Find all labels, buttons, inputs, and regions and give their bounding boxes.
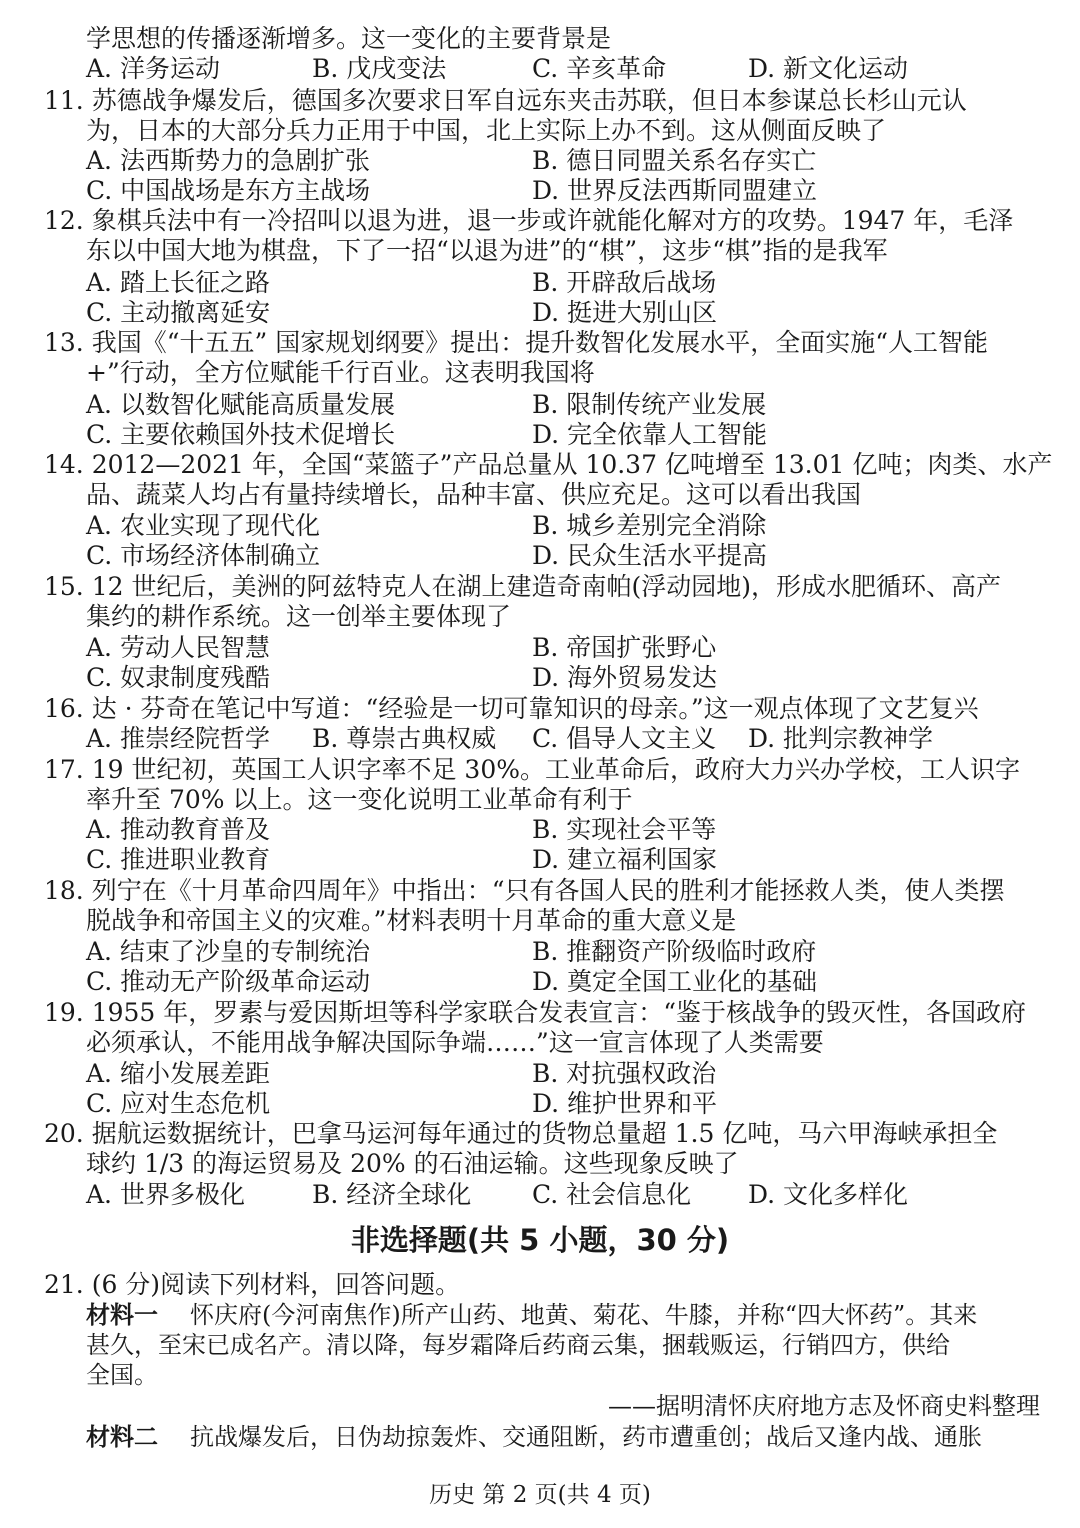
q13-options-row-1: [0, 390, 1080, 420]
material1-text-1: 怀庆府(今河南焦作)所产山药、地黄、菊花、牛膝，并称“四大怀药”。其来: [190, 1301, 978, 1329]
q11-stem-2: 为，日本的大部分兵力正用于中国，北上实际上办不到。这从侧面反映了: [86, 116, 887, 145]
q13-stem-2: +”行动，全方位赋能千行百业。这表明我国将: [86, 358, 595, 387]
q11-option-c: C. 中国战场是东方主战场: [86, 176, 371, 205]
q18-option-b: B. 推翻资产阶级临时政府: [532, 937, 817, 966]
q16-option-c: C. 倡导人文主义: [532, 724, 717, 753]
q12-option-d: D. 挺进大别山区: [532, 298, 718, 327]
q16-option-d: D. 批判宗教神学: [748, 724, 934, 753]
q16-option-b: B. 尊崇古典权威: [312, 724, 497, 753]
q12-option-b: B. 开辟敌后战场: [532, 268, 717, 297]
q15-option-b: B. 帝国扩张野心: [532, 633, 717, 662]
q13-option-b: B. 限制传统产业发展: [532, 390, 767, 419]
q17-option-b: B. 实现社会平等: [532, 815, 717, 844]
q17-stem-1: 17. 19 世纪初，英国工人识字率不足 30%。工业革命后，政府大力兴办学校，工人识字: [44, 755, 1020, 784]
q11-stem-1: 11. 苏德战争爆发后，德国多次要求日军自远东夹击苏联，但日本参谋总长杉山元认: [44, 86, 967, 115]
q10-option-b: B. 戊戌变法: [312, 54, 447, 83]
page-footer: 历史 第 2 页(共 4 页): [429, 1482, 651, 1508]
q19-options-row-1: [0, 1059, 1080, 1089]
q15-option-a: A. 劳动人民智慧: [86, 633, 270, 662]
q13-option-a: A. 以数智化赋能高质量发展: [86, 390, 395, 419]
q21-material1-line-1: [0, 1300, 1080, 1330]
material2-label: 材料二: [86, 1423, 158, 1451]
q12-option-c: C. 主动撤离延安: [86, 298, 271, 327]
q14-option-c: C. 市场经济体制确立: [86, 541, 321, 570]
q11-stem-line-2: [0, 116, 1080, 146]
q10-continuation: 学思想的传播逐渐增多。这一变化的主要背景是: [86, 24, 612, 53]
q14-option-a: A. 农业实现了现代化: [86, 511, 320, 540]
q15-stem-line-2: [0, 602, 1080, 632]
q13-options-row-2: [0, 420, 1080, 450]
q15-option-c: C. 奴隶制度残酷: [86, 663, 271, 692]
q17-options-row-2: [0, 845, 1080, 875]
q11-option-b: B. 德日同盟关系名存实亡: [532, 146, 817, 175]
q12-options-row-2: [0, 298, 1080, 328]
q11-options-row-1: [0, 146, 1080, 176]
q17-option-a: A. 推动教育普及: [86, 815, 270, 844]
q12-stem-line-2: [0, 236, 1080, 266]
q20-option-d: D. 文化多样化: [748, 1180, 909, 1209]
q20-option-a: A. 世界多极化: [86, 1180, 245, 1209]
q19-stem-line-2: [0, 1028, 1080, 1058]
q16-stem-line-1: [0, 694, 1080, 724]
q13-option-d: D. 完全依靠人工智能: [532, 420, 768, 449]
q19-option-a: A. 缩小发展差距: [86, 1059, 270, 1088]
q10-stem-line: [0, 24, 1080, 54]
q12-option-a: A. 踏上长征之路: [86, 268, 270, 297]
material2-text: 抗战爆发后，日伪劫掠轰炸、交通阻断，药市遭重创；战后又逢内战、通胀: [190, 1423, 982, 1451]
q17-option-c: C. 推进职业教育: [86, 845, 271, 874]
material1-text-3: 全国。: [86, 1361, 158, 1389]
q17-option-d: D. 建立福利国家: [532, 845, 718, 874]
q12-stem-1: 12. 象棋兵法中有一冷招叫以退为进，退一步或许就能化解对方的攻势。1947 年，毛泽: [44, 206, 1014, 235]
q14-option-b: B. 城乡差别完全消除: [532, 511, 767, 540]
q19-options-row-2: [0, 1089, 1080, 1119]
q19-stem-2: 必须承认，不能用战争解决国际争端……”这一宣言体现了人类需要: [86, 1028, 824, 1057]
q17-stem-2: 率升至 70% 以上。这一变化说明工业革命有利于: [86, 785, 633, 814]
q14-stem-1: 14. 2012—2021 年，全国“菜篮子”产品总量从 10.37 亿吨增至 13.01 亿吨；肉类、水产: [44, 450, 1053, 479]
q17-stem-line-1: [0, 755, 1080, 785]
q18-stem-1: 18. 列宁在《十月革命四周年》中指出：“只有各国人民的胜利才能拯救人类，使人类摆: [44, 876, 1005, 905]
q15-stem-2: 集约的耕作系统。这一创举主要体现了: [86, 602, 512, 631]
q20-stem-line-1: [0, 1119, 1080, 1149]
q19-stem-1: 19. 1955 年，罗素与爱因斯坦等科学家联合发表宣言：“鉴于核战争的毁灭性，各国政府: [44, 998, 1027, 1027]
q12-stem-2: 东以中国大地为棋盘，下了一招“以退为进”的“棋”，这步“棋”指的是我军: [86, 236, 888, 265]
q15-stem-line-1: [0, 572, 1080, 602]
q14-options-row-2: [0, 541, 1080, 571]
section-heading: 非选择题(共 5 小题，30 分): [350, 1223, 730, 1257]
q20-option-c: C. 社会信息化: [532, 1180, 692, 1209]
q10-options: [0, 54, 1080, 84]
q13-stem-line-1: [0, 328, 1080, 358]
material1-source: ——据明清怀庆府地方志及怀商史料整理: [608, 1392, 1040, 1420]
q19-option-c: C. 应对生态危机: [86, 1089, 271, 1118]
q14-stem-line-1: [0, 450, 1080, 480]
q18-option-a: A. 结束了沙皇的专制统治: [86, 937, 370, 966]
q10-option-d: D. 新文化运动: [748, 54, 909, 83]
q18-option-d: D. 奠定全国工业化的基础: [532, 967, 818, 996]
q18-options-row-2: [0, 967, 1080, 997]
q20-stem-2: 球约 1/3 的海运贸易及 20% 的石油运输。这些现象反映了: [86, 1149, 739, 1178]
q14-stem-line-2: [0, 480, 1080, 510]
q17-stem-line-2: [0, 785, 1080, 815]
q19-option-b: B. 对抗强权政治: [532, 1059, 717, 1088]
q17-options-row-1: [0, 815, 1080, 845]
q15-options-row-2: [0, 663, 1080, 693]
q15-stem-1: 15. 12 世纪后，美洲的阿兹特克人在湖上建造奇南帕(浮动园地)，形成水肥循环、高产: [44, 572, 1001, 601]
material1-label: 材料一: [86, 1301, 158, 1329]
q18-option-c: C. 推动无产阶级革命运动: [86, 967, 371, 996]
q15-option-d: D. 海外贸易发达: [532, 663, 718, 692]
material1-text-2: 甚久，至宋已成名产。清以降，每岁霜降后药商云集，捆载贩运，行销四方，供给: [86, 1331, 950, 1359]
q18-options-row-1: [0, 937, 1080, 967]
q10-option-c: C. 辛亥革命: [532, 54, 667, 83]
q12-options-row-1: [0, 268, 1080, 298]
q14-options-row-1: [0, 511, 1080, 541]
q11-option-a: A. 法西斯势力的急剧扩张: [86, 146, 370, 175]
q16-option-a: A. 推崇经院哲学: [86, 724, 270, 753]
q21-stem-line: [0, 1270, 1080, 1300]
q11-stem-line-1: [0, 86, 1080, 116]
q14-option-d: D. 民众生活水平提高: [532, 541, 768, 570]
q16-stem-1: 16. 达 · 芬奇在笔记中写道：“经验是一切可靠知识的母亲。”这一观点体现了文艺复兴: [44, 694, 979, 723]
q10-option-a: A. 洋务运动: [86, 54, 220, 83]
q13-option-c: C. 主要依赖国外技术促增长: [86, 420, 396, 449]
q21-material1-line-2: [0, 1330, 1080, 1360]
q13-stem-1: 13. 我国《“十五五” 国家规划纲要》提出：提升数智化发展水平，全面实施“人工智能: [44, 328, 988, 357]
q20-stem-line-2: [0, 1149, 1080, 1179]
q21-material2-line: [0, 1422, 1080, 1452]
q16-options: [0, 724, 1080, 754]
q20-stem-1: 20. 据航运数据统计，巴拿马运河每年通过的货物总量超 1.5 亿吨，马六甲海峡承担全: [44, 1119, 998, 1148]
q15-options-row-1: [0, 633, 1080, 663]
q19-stem-line-1: [0, 998, 1080, 1028]
q14-stem-2: 品、蔬菜人均占有量持续增长，品种丰富、供应充足。这可以看出我国: [86, 480, 862, 509]
q11-option-d: D. 世界反法西斯同盟建立: [532, 176, 818, 205]
q18-stem-line-2: [0, 906, 1080, 936]
q18-stem-line-1: [0, 876, 1080, 906]
q12-stem-line-1: [0, 206, 1080, 236]
q19-option-d: D. 维护世界和平: [532, 1089, 718, 1118]
q13-stem-line-2: [0, 358, 1080, 388]
q21-material1-source-line: [0, 1391, 1080, 1421]
q21-stem: 21. (6 分)阅读下列材料，回答问题。: [44, 1270, 461, 1299]
q11-options-row-2: [0, 176, 1080, 206]
q21-material1-line-3: [0, 1360, 1080, 1390]
q20-options: [0, 1180, 1080, 1210]
q18-stem-2: 脱战争和帝国主义的灾难。”材料表明十月革命的重大意义是: [86, 906, 737, 935]
q20-option-b: B. 经济全球化: [312, 1180, 472, 1209]
